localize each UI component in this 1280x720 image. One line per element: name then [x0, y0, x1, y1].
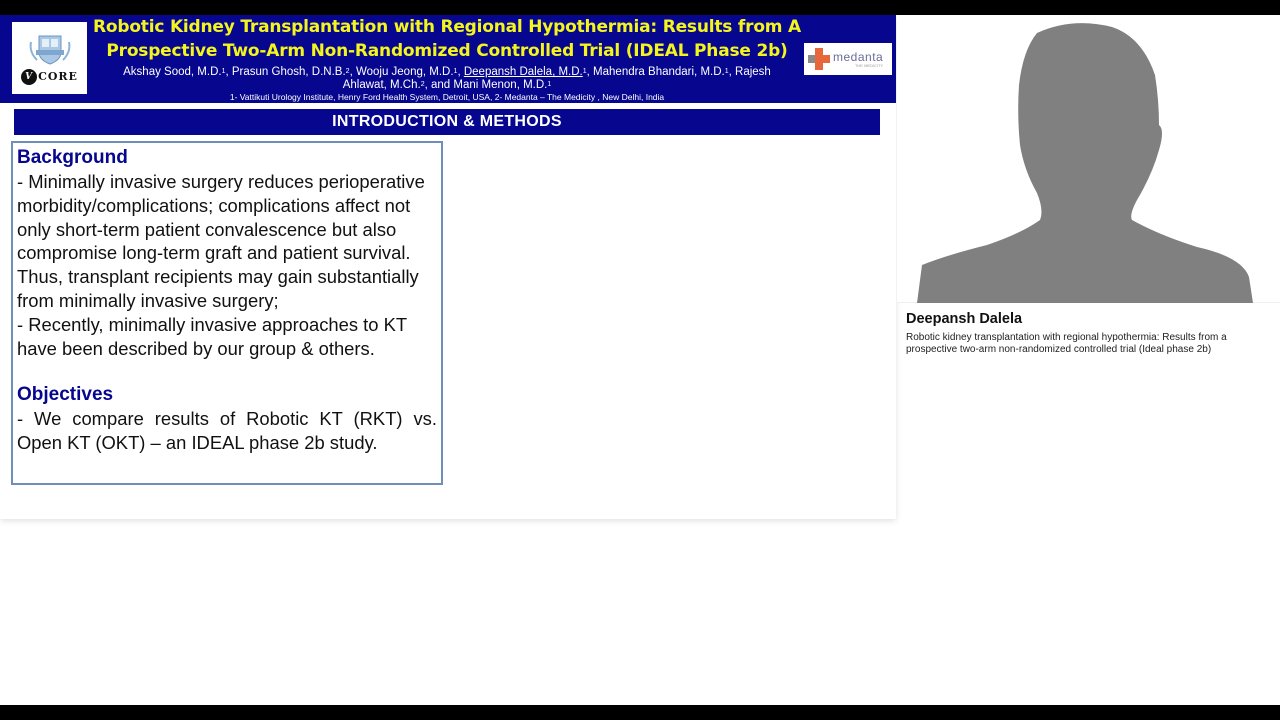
- crest-icon: [27, 32, 73, 66]
- background-heading: Background: [17, 147, 128, 168]
- affiliation: 1- Vattikuti Urology Institute, Henry Ford Health System, Detroit, USA, 2- Medanta – The Medicity , New Delhi, India: [229, 92, 665, 102]
- person-silhouette-icon: [897, 15, 1280, 303]
- poster-slide: [0, 15, 896, 519]
- medanta-cross-icon: [808, 48, 830, 70]
- poster-header: [0, 15, 896, 103]
- letterbox-bottom: [0, 705, 1280, 720]
- core-logo: [12, 22, 87, 94]
- letterbox-top: [0, 0, 1280, 15]
- presentation-description: Robotic kidney transplantation with regional hypothermia: Results from a prospective two-arm non-randomized controlled trial (Ideal phase 2b): [906, 332, 1227, 355]
- objectives-heading: Objectives: [17, 384, 114, 406]
- author-list: Akshay Sood, M.D.$^1$, Prasun Ghosh, D.N.B.$^2$, Wooju Jeong, M.D.$^1$, Deepansh Dalela, M.D.$^1$, Mahendra Bhandari, M.D.$^1$, Rajesh Ahlawat, M.Ch.$^2$, and Mani Menon, M.D.$^1$: [123, 66, 771, 91]
- medanta-logo: medanta THE MEDICITY: [804, 43, 892, 75]
- core-wordmark: V CORE: [21, 69, 78, 85]
- poster-title: Robotic Kidney Transplantation with Regional Hypothermia: Results from A Prospective Two-Arm Non-Randomized Controlled Trial (IDEAL Phase 2b): [92, 17, 801, 61]
- objectives-para-1: - We compare results of Robotic KT (RKT) vs. Open KT (OKT) – an IDEAL phase 2b study.: [17, 408, 437, 453]
- presenter-video-panel: [897, 15, 1280, 303]
- presenting-author: Deepansh Dalela, M.D.: [463, 66, 583, 78]
- intro-content-box: [11, 141, 443, 485]
- background-para-2: - Recently, minimally invasive approaches to KT have been described by our group & others.: [17, 313, 407, 359]
- presenter-name: Deepansh Dalela: [906, 311, 1023, 327]
- background-para-1: - Minimally invasive surgery reduces perioperative morbidity/complications; complications affect not only short-term patient convalescence but also compromise long-term graft and patient survival. Thus, transplant recipients may gain substantially from minimally invasive surgery;: [17, 171, 425, 311]
- section-title-bar: INTRODUCTION & METHODS: [14, 109, 880, 135]
